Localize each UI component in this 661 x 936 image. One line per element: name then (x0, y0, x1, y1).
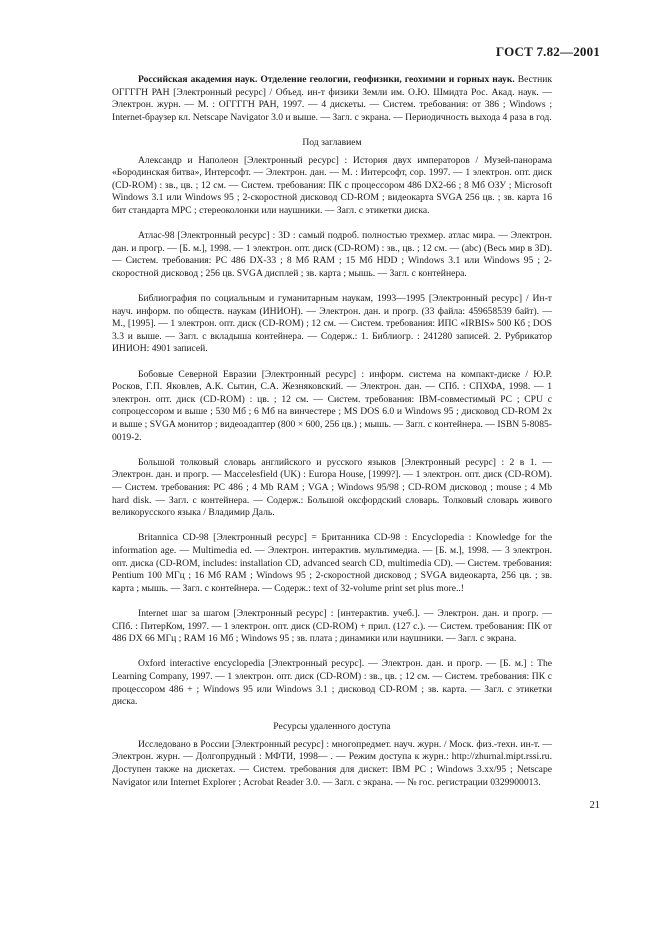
entry-oxford: Oxford interactive encyclopedia [Электронный ресурс]. — Электрон. дан. и прогр. — [Б. м.] : The Learning Company, 1997. — 1 электрон. опт. диск (CD-ROM) : зв., цв. ; 12 см. — Систем. требования: ПК с процессором 486 + ; Windows 95 или Windows 3.1 ; дисковод CD-ROM ; зв. карта. — Загл. с этикетки диска. (112, 658, 552, 708)
entry-text: Вестник ОГГГГН РАН [Электронный ресурс] / Объед. ин-т физики Земли им. О.Ю. Шмидта Рос. Акад. наук. — Электрон. журн. — М. : ОГГГГН РАН, 1997. — 4 дискеты. — Систем. требования: от 386 ; Windows ; Internet-браузер кл. Netscape Navigator 3.0 и выше. — Загл. с экрана. — Периодичность выхода 4 раза в год. (112, 74, 552, 123)
document-body (112, 74, 552, 802)
entry-lead-bold: Российская академия наук. Отделение геологии, геофизики, геохимии и горных наук. (138, 74, 515, 85)
entry-bibliography: Библиография по социальным и гуманитарным наукам, 1993—1995 [Электронный ресурс] / Ин-т науч. информ. по обществ. наукам (ИНИОН). — Электрон. дан. и прогр. (33 файла: 459658539 байт). — М., [1995]. — 1 электрон. опт. диск (CD-ROM) ; 12 см. — Систем. требования: ИПС «IRBIS» 500 Кб ; DOS 3.3 и выше. — Загл. с вкладыша контейнера. — Содерж.: 1. Библиогр. : 241280 записей. 2. Рубрикатор ИНИОН: 4901 записей. (112, 293, 552, 355)
section-heading-by-title: Под заглавием (302, 136, 362, 148)
entry-britannica: Britannica CD-98 [Электронный ресурс] = Британника CD-98 : Encyclopedia : Knowledge for the information age. — Multimedia ed. — Электрон. интерактив. мультимедиа. — [Б. м.], 1998. — 3 электрон. опт. диска (CD-ROM, includes: installation CD, advanced search CD, multimedia CD). — Систем. требования: Pentium 100 МГц ; 16 Мб RAM ; Windows 95 ; 2-скоростной дисковод ; SVGA видеокарта, 256 цв. ; зв. карта ; мышь. — Загл. с контейнера. — Содерж.: text of 32-volume print set plus more..! (112, 532, 552, 594)
entry-internet-step: Internet шаг за шагом [Электронный ресурс] : [интерактив. учеб.]. — Электрон. дан. и прогр. — СПб. : ПитерКом, 1997. — 1 электрон. опт. диск (CD-ROM) + прил. (127 с.). — Систем. требования: ПК от 486 DX 66 МГц ; RAM 16 Мб ; Windows 95 ; зв. плата ; динамики или наушники. — Загл. с экрана. (112, 607, 552, 645)
entry-ras-bulletin (112, 74, 552, 124)
page-header-standard: ГОСТ 7.82—2001 (495, 44, 600, 59)
entry-alexander-napoleon: Александр и Наполеон [Электронный ресурс] : История двух императоров / Музей-панорама «Бородинская битва», Интерсофт. — Электрон. дан. — М. : Интерсофт, сор. 1997. — 1 электрон. опт. диск (CD-ROM) : зв., цв. ; 12 см. — Систем. требования: ПК с процессором 486 DX2-66 ; 8 Мб ОЗУ ; Microsoft Windows 3.1 или Windows 95 ; 2-скоростной дисковод CD-ROM ; видеокарта SVGA 256 цв. ; зв. карта 16 бит стандарта MPC ; стереоколонки или наушники. — Загл. с этикетки диска. (112, 154, 552, 216)
section-heading-remote: Ресурсы удаленного доступа (273, 721, 391, 733)
entry-researched-in-russia: Исследовано в России [Электронный ресурс] : многопредмет. науч. журн. / Моск. физ.-техн. ин-т. — Электрон. журн. — Долгопрудный : МФТИ, 1998— . — Режим доступа к журн.: http://zhurnal.mipt.rssi.ru. Доступен также на дискетах. — Систем. требования для дискет: IBM PC ; Windows 3.xx/95 ; Netscape Navigator или Internet Explorer ; Acrobat Reader 3.0. — Загл. с экрана. — № гос. регистрации 0329900013. (112, 738, 552, 788)
entry-atlas-98: Атлас-98 [Электронный ресурс] : 3D : самый подроб. полностью трехмер. атлас мира. — Электрон. дан. и прогр. — [Б. м.], 1998. — 1 электрон. опт. диск (CD-ROM) : зв., цв. ; 12 см. — (abc) (Весь мир в 3D). — Систем. требования: PC 486 DX-33 ; 8 Мб RAM ; 15 Мб HDD ; Windows 3.1 или Windows 95 ; 2-скоростной дисковод ; 256 цв. SVGA дисплей ; зв. карта ; мышь. — Загл. с контейнера. (112, 230, 552, 279)
entry-dictionary: Большой толковый словарь английского и русского языков [Электронный ресурс] : 2 в 1. — Электрон. дан. и прогр. — Maccelesfield (UK) : Europa House, [1999?]. — 1 электрон. опт. диск (CD-ROM). — Систем. требования: PC 486 ; 4 Mb RAM ; VGA ; Windows 95/98 ; CD-ROM дисковод ; mouse ; 4 Mb hard disk. — Загл. с контейнера. — Содерж.: Большой оксфордский словарь. Толковый словарь живого великорусского языка / Владимир Даль. (112, 456, 552, 519)
page-number: 21 (589, 800, 600, 811)
entry-legumes: Бобовые Северной Евразии [Электронный ресурс] : информ. система на компакт-диске / Ю.Р. Росков, Г.П. Яковлев, А.К. Сытин, С.А. Жезняковский. — Электрон. дан. — СПб. : СПХФА, 1998. — 1 электрон. опт. диск (CD-ROM) : цв. ; 12 см. — Систем. требования: IBM-совместимый PC ; CPU с сопроцессором и выше ; 530 Мб ; 6 Мб на винчестере ; MS DOS 6.0 и Windows 95 ; дисковод CD-ROM 2x и выше ; SVGA монитор ; видеоадаптер (800 × 600, 256 цв.) ; мышь. — Загл. с контейнера. — ISBN 5-8085-0019-2. (112, 368, 552, 443)
